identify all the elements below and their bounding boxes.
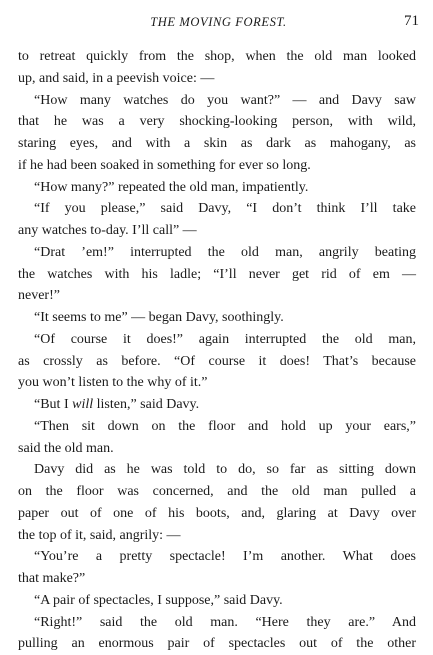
text-line: said the old man. bbox=[18, 440, 114, 456]
text-line: “You’re a pretty spectacle! I’m another. What does bbox=[34, 549, 416, 565]
text-line: up, and said, in a peevish voice: — bbox=[18, 70, 215, 86]
text-line: “Drat ’em!” interrupted the old man, angrily beating bbox=[34, 244, 416, 260]
text-line: if he had been soaked in something for ever so long. bbox=[18, 157, 311, 173]
page-number: 71 bbox=[404, 13, 419, 29]
text-line: “But I will listen,” said Davy. bbox=[34, 397, 200, 412]
text-line: you won’t listen to the why of it.” bbox=[18, 375, 208, 391]
text-line: the watches with his ladle; “I’ll never get rid of em — bbox=[18, 266, 416, 282]
text-line: that he was a very shocking-looking person, with wild, bbox=[18, 114, 416, 130]
text-line: that make?” bbox=[18, 571, 86, 586]
text-line: “How many watches do you want?” — and Davy saw bbox=[34, 92, 416, 108]
text-line: “Right!” said the old man. “Here they are.” And bbox=[34, 614, 416, 630]
text-line: “Of course it does!” again interrupted the old man, bbox=[34, 331, 416, 347]
text-line: never!” bbox=[18, 288, 60, 304]
text-line: as crossly as before. “Of course it does! That’s because bbox=[18, 353, 416, 369]
running-head bbox=[18, 12, 419, 32]
text-line: “How many?” repeated the old man, impatiently. bbox=[34, 179, 309, 195]
text-line: paper out of one of his boots, and, glaring at Davy over bbox=[18, 505, 416, 521]
text-line: pulling an enormous pair of spectacles out of the other bbox=[18, 636, 416, 652]
text-line: any watches to-day. I’ll call” — bbox=[18, 223, 197, 238]
text-line: “A pair of spectacles, I suppose,” said Davy. bbox=[34, 592, 283, 608]
text-line: “Then sit down on the floor and hold up your ears,” bbox=[34, 418, 416, 434]
text-line: “It seems to me” — began Davy, soothingly. bbox=[34, 310, 284, 325]
body-text bbox=[18, 46, 416, 655]
text-line: Davy did as he was told to do, so far as sitting down bbox=[34, 462, 416, 478]
text-line: staring eyes, and with a skin as dark as mahogany, as bbox=[18, 136, 416, 151]
running-title: THE MOVING FOREST. bbox=[150, 15, 287, 29]
text-line: to retreat quickly from the shop, when the old man looked bbox=[18, 49, 416, 64]
text-line: “If you please,” said Davy, “I don’t think I’ll take bbox=[34, 201, 416, 217]
text-line: the top of it, said, angrily: — bbox=[18, 527, 181, 543]
text-line: on the floor was concerned, and the old man pulled a bbox=[18, 484, 416, 499]
